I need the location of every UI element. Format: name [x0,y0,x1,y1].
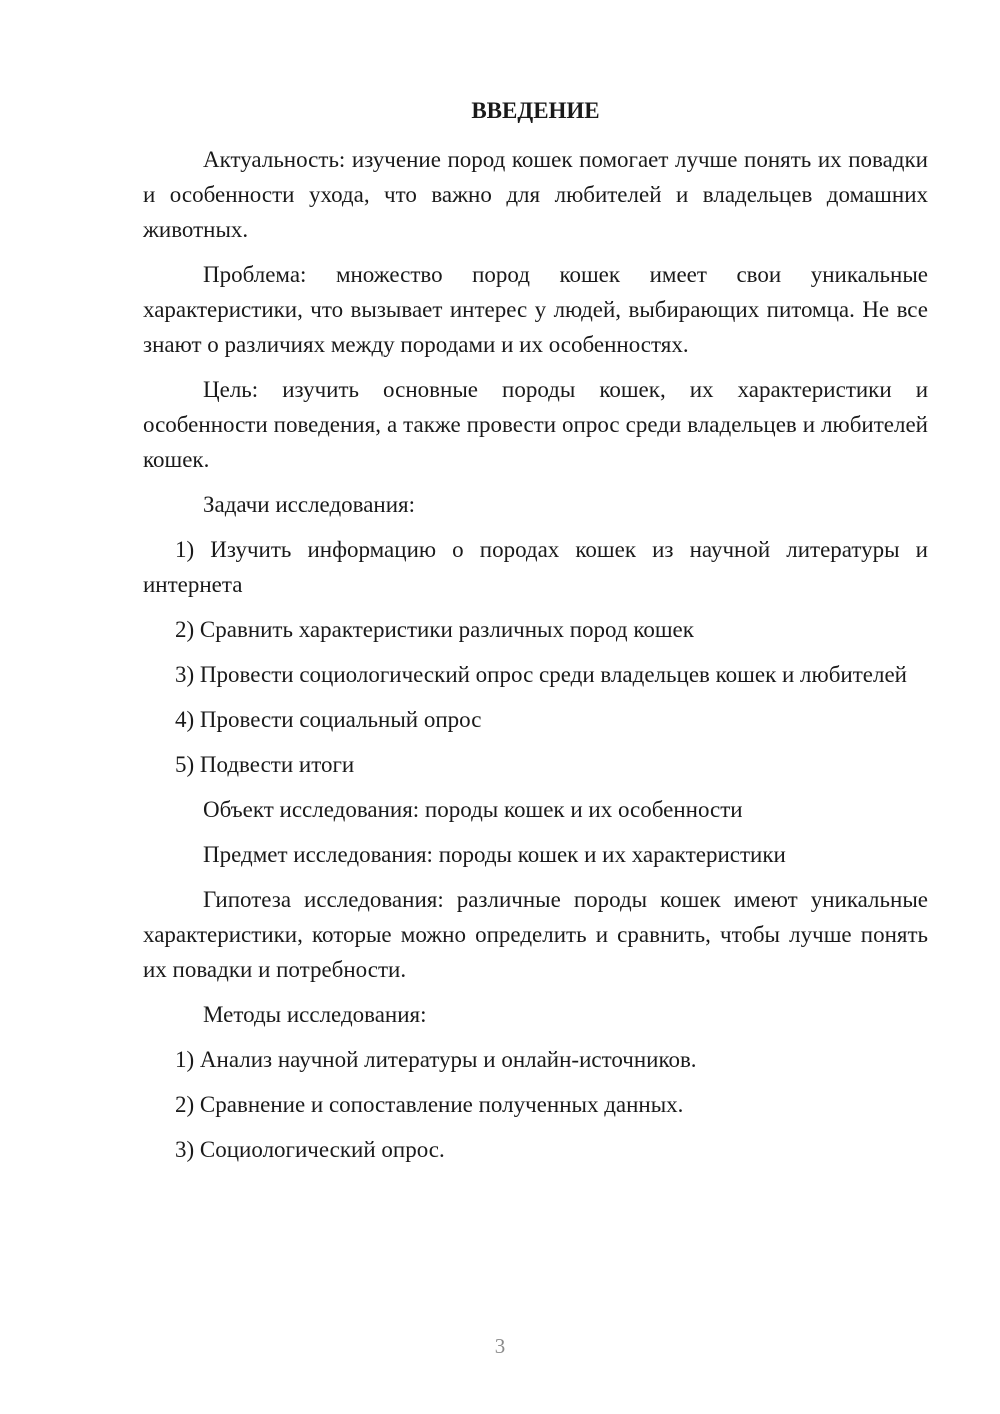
paragraph-subject: Предмет исследования: породы кошек и их характеристики [203,842,786,867]
task-item: 5) Подвести итоги [175,752,355,777]
methods-title: Методы исследования: [203,1002,427,1027]
paragraph-relevance: Актуальность: изучение пород кошек помогает лучше понять их повадки и особенности ухода, что важно для любителей и владельцев домашних животных. [143,147,928,242]
paragraph-problem: Проблема: множество пород кошек имеет свои уникальные характеристики, что вызывает интерес у людей, выбирающих питомца. Не все знают о различиях между породами и их особенностях. [143,262,928,357]
task-item: 3) Провести социологический опрос среди владельцев кошек и любителей [175,662,907,687]
tasks-title: Задачи исследования: [203,492,416,517]
method-item: 2) Сравнение и сопоставление полученных данных. [175,1092,684,1117]
method-item: 3) Социологический опрос. [175,1137,445,1162]
task-item: 1) Изучить информацию о породах кошек из научной литературы и интернета [143,537,928,597]
paragraph-object: Объект исследования: породы кошек и их особенности [203,797,743,822]
paragraph-goal: Цель: изучить основные породы кошек, их характеристики и особенности поведения, а также провести опрос среди владельцев и любителей кошек. [143,377,928,472]
method-item: 1) Анализ научной литературы и онлайн-источников. [175,1047,697,1072]
paragraph-hypothesis: Гипотеза исследования: различные породы кошек имеют уникальные характеристики, которые можно определить и сравнить, чтобы лучше понять их повадки и потребности. [143,887,928,982]
section-heading: ВВЕДЕНИЕ [471,98,600,123]
page-content [143,96,928,1177]
task-item: 2) Сравнить характеристики различных пород кошек [175,617,694,642]
task-item: 4) Провести социальный опрос [175,707,482,732]
page-number: 3 [494,1334,506,1358]
